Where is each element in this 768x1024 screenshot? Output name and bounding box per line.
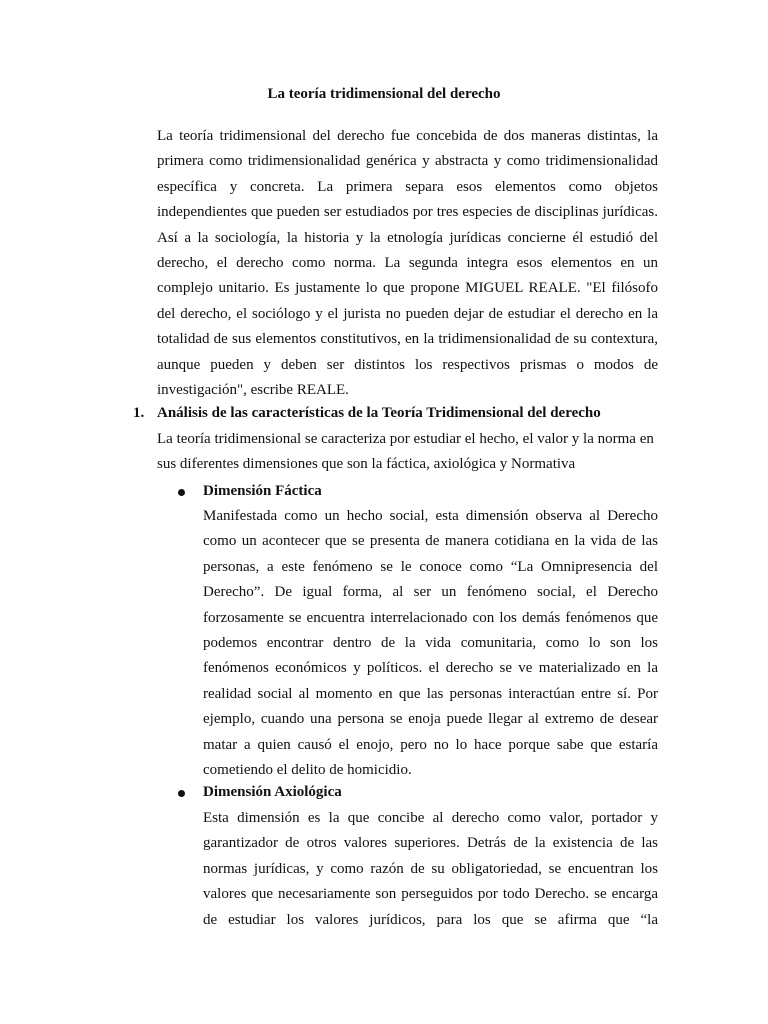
section-paragraph: La teoría tridimensional se caracteriza por estudiar el hecho, el valor y la norma en sus diferentes dimensiones que son la fáctica, axiológica y Normativa	[157, 431, 654, 473]
intro-paragraph: La teoría tridimensional del derecho fue concebida de dos maneras distintas, la primera como tridimensionalidad genérica y abstracta y como tridimensionalidad específica y concreta. La primera separa esos elementos como objetos independientes que pueden ser estudiados por tres especies de disciplinas jurídicas. Así a la sociología, la historia y la etnología jurídicas concierne él estudió del derecho, el derecho como norma. La segunda integra esos elementos en un complejo unitario. Es justamente lo que propone MIGUEL REALE. "El filósofo del derecho, el sociólogo y el jurista no pueden dejar de estudiar el derecho en la totalidad de sus elementos constitutivos, en la tridimensionalidad de su contextura, aunque pueden y deben ser distintos los respectivos prismas o modos de investigación", escribe REALE.	[157, 128, 658, 399]
subsection-heading-axiologica: Dimensión Axiológica	[203, 784, 342, 800]
subsection-paragraph-factica: Manifestada como un hecho social, esta dimensión observa al Derecho como un acontecer que se presenta de manera cotidiana en la vida de las personas, a este fenómeno se le conoce como “La Omnipresencia del Derecho”. De igual forma, al ser un fenómeno social, el Derecho forzosamente se encuentra interrelacionado con los demás fenómenos que podemos encontrar dentro de la vida comunitaria, como lo son los fenómenos económicos y políticos. el derecho se ve materializado en la realidad social al momento en que las personas interactúan entre sí. Por ejemplo, cuando una persona se enoja puede llegar al extremo de desear matar a quien causó el enojo, pero no lo hace porque sabe que estaría cometiendo el delito de homicidio.	[203, 508, 658, 779]
document-title: La teoría tridimensional del derecho	[267, 86, 501, 102]
section-heading: Análisis de las características de la Teoría Tridimensional del derecho	[157, 405, 601, 421]
section-number: 1.	[133, 405, 145, 421]
subsection-heading-factica: Dimensión Fáctica	[203, 483, 322, 499]
subsection-paragraph-axiologica: Esta dimensión es la que concibe al derecho como valor, portador y garantizador de otros valores superiores. Detrás de la existencia de las normas jurídicas, y como razón de su obligatoriedad, se encuentran los valores que necesariamente son perseguidos por todo Derecho. se encarga de estudiar los valores jurídicos, para los que se afirma que “la	[203, 810, 658, 928]
bullet-icon	[178, 790, 185, 797]
bullet-icon	[178, 489, 185, 496]
